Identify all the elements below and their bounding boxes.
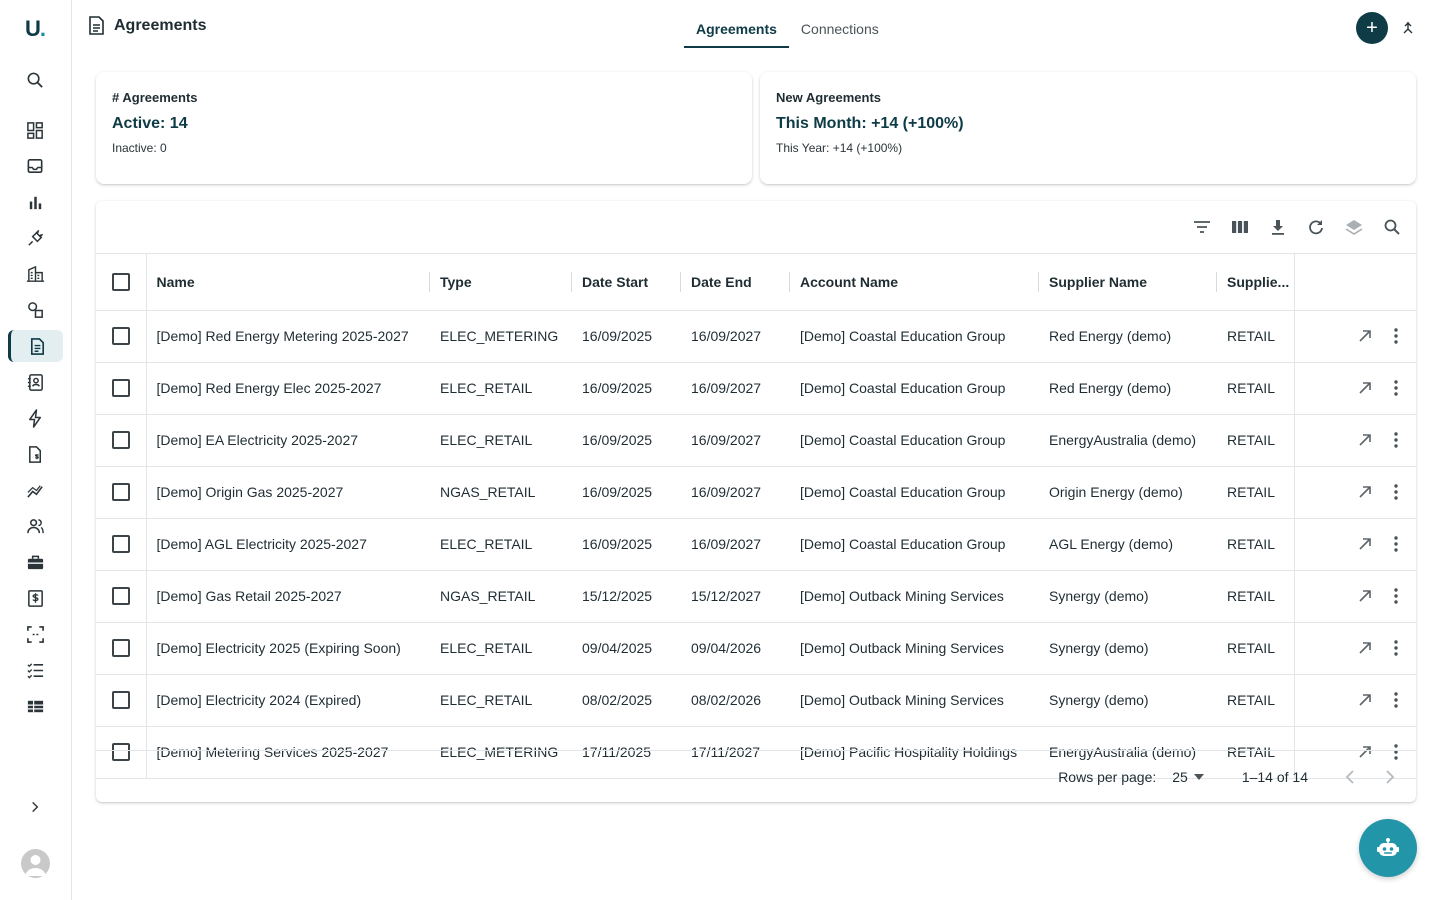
cell-supplier-name: Synergy (demo) (1039, 622, 1217, 674)
search-icon (1384, 219, 1400, 235)
open-record-button[interactable] (1358, 329, 1372, 343)
chevron-right-icon (28, 800, 42, 814)
page-title-text: Agreements (114, 16, 207, 34)
cell-account-name: [Demo] Coastal Education Group (790, 518, 1039, 570)
table-pagination (96, 750, 1416, 802)
table-row[interactable] (96, 414, 1416, 466)
open-external-icon (1358, 433, 1372, 447)
row-menu-button[interactable] (1394, 432, 1398, 448)
pagination-range: 1–14 of 14 (1241, 768, 1308, 785)
shapes-icon (26, 301, 45, 320)
row-select-cell (96, 466, 146, 518)
this-month-count: This Month: +14 (+100%) (776, 115, 964, 132)
app-logo[interactable]: U. (25, 16, 46, 41)
cell-date-start: 09/04/2025 (572, 622, 681, 674)
row-select-cell (96, 674, 146, 726)
cell-date-end: 15/12/2027 (681, 570, 790, 622)
cell-date-start: 16/09/2025 (572, 414, 681, 466)
filter-button[interactable] (1192, 215, 1212, 239)
agreements-table-panel (96, 201, 1416, 802)
cell-account-name: [Demo] Outback Mining Services (790, 674, 1039, 726)
column-header-name[interactable]: Name (146, 254, 430, 310)
sidebar-item-bill[interactable] (8, 438, 63, 470)
inactive-count: Inactive: 0 (112, 141, 167, 155)
new-agreements-card (760, 72, 1416, 184)
cell-supplier-type: RETAIL (1217, 466, 1294, 518)
cell-date-start: 17/11/2025 (572, 726, 681, 778)
open-external-icon (1358, 641, 1372, 655)
cell-type: NGAS_RETAIL (430, 570, 572, 622)
dashboard-icon (26, 121, 45, 140)
more-vert-icon (1394, 588, 1398, 604)
user-avatar[interactable] (21, 849, 50, 878)
assistant-bot-button[interactable] (1359, 819, 1417, 877)
row-actions-cell (1294, 466, 1416, 518)
download-icon (1271, 219, 1285, 235)
cell-date-start: 08/02/2025 (572, 674, 681, 726)
column-header-actions (1294, 254, 1416, 310)
open-external-icon (1358, 381, 1372, 395)
sidebar-item-briefcase[interactable] (8, 546, 63, 578)
checklist-icon (26, 661, 45, 680)
document-icon (88, 16, 105, 35)
column-header-date-end[interactable]: Date End (681, 254, 790, 310)
cell-account-name: [Demo] Pacific Hospitality Holdings (790, 726, 1039, 778)
open-record-button[interactable] (1358, 381, 1372, 395)
briefcase-icon (26, 553, 45, 572)
cell-account-name: [Demo] Coastal Education Group (790, 310, 1039, 362)
agreements-count-card (96, 72, 752, 184)
row-menu-button[interactable] (1394, 588, 1398, 604)
cell-date-start: 16/09/2025 (572, 310, 681, 362)
cell-supplier-name: Red Energy (demo) (1039, 310, 1217, 362)
column-header-account-name[interactable]: Account Name (790, 254, 1039, 310)
column-header-supplier-name[interactable]: Supplier Name (1039, 254, 1217, 310)
cell-type: ELEC_RETAIL (430, 362, 572, 414)
cell-supplier-name: Synergy (demo) (1039, 674, 1217, 726)
bill-icon (26, 445, 45, 464)
cell-type: NGAS_RETAIL (430, 466, 572, 518)
sidebar-item-contacts[interactable] (8, 366, 63, 398)
table-row[interactable] (96, 674, 1416, 726)
cell-name: [Demo] EA Electricity 2025-2027 (146, 414, 430, 466)
row-checkbox[interactable] (112, 639, 130, 657)
column-header-date-start[interactable]: Date Start (572, 254, 681, 310)
page-title (88, 16, 206, 35)
search-table-button[interactable] (1382, 215, 1402, 239)
cell-name: [Demo] Gas Retail 2025-2027 (146, 570, 430, 622)
cell-date-end: 09/04/2026 (681, 622, 790, 674)
table-row[interactable] (96, 310, 1416, 362)
open-record-button[interactable] (1358, 485, 1372, 499)
add-button[interactable]: + (1356, 12, 1388, 44)
columns-icon (1231, 220, 1249, 234)
this-year-count: This Year: +14 (+100%) (776, 141, 903, 155)
search-icon (26, 71, 45, 90)
more-vert-icon (1394, 380, 1398, 396)
row-checkbox[interactable] (112, 483, 130, 501)
open-record-button[interactable] (1358, 589, 1372, 603)
sidebar-item-bolt[interactable] (8, 402, 63, 434)
rows-per-page-select[interactable] (1172, 769, 1204, 785)
open-external-icon (1358, 537, 1372, 551)
chevron-right-icon (1385, 770, 1395, 784)
cell-type: ELEC_RETAIL (430, 518, 572, 570)
select-all-cell (96, 254, 146, 310)
contacts-icon (26, 373, 45, 392)
person-icon (21, 849, 50, 878)
cell-date-end: 16/09/2027 (681, 310, 790, 362)
header-tabs (684, 10, 891, 48)
sidebar-item-search[interactable] (8, 64, 63, 96)
sidebar-item-bar-chart[interactable] (8, 186, 63, 218)
pin-icon (1402, 21, 1414, 35)
row-checkbox[interactable] (112, 587, 130, 605)
cell-supplier-type: RETAIL (1217, 362, 1294, 414)
table-row[interactable] (96, 518, 1416, 570)
open-record-button[interactable] (1358, 641, 1372, 655)
cell-supplier-type: RETAIL (1217, 414, 1294, 466)
row-actions-cell (1294, 362, 1416, 414)
sidebar-item-document[interactable] (8, 330, 63, 362)
row-select-cell (96, 362, 146, 414)
cell-supplier-name: EnergyAustralia (demo) (1039, 414, 1217, 466)
open-external-icon (1358, 485, 1372, 499)
row-checkbox[interactable] (112, 691, 130, 709)
tab-agreements[interactable]: Agreements (684, 10, 789, 48)
open-external-icon (1358, 329, 1372, 343)
cell-date-end: 08/02/2026 (681, 674, 790, 726)
open-record-button[interactable] (1358, 433, 1372, 447)
cell-supplier-name: Synergy (demo) (1039, 570, 1217, 622)
more-vert-icon (1394, 536, 1398, 552)
cell-date-end: 16/09/2027 (681, 414, 790, 466)
card-title: New Agreements (776, 90, 881, 105)
bolt-icon (26, 409, 45, 428)
more-vert-icon (1394, 640, 1398, 656)
cell-date-start: 16/09/2025 (572, 518, 681, 570)
cell-date-end: 16/09/2027 (681, 466, 790, 518)
sidebar (0, 0, 72, 900)
cell-supplier-type: RETAIL (1217, 622, 1294, 674)
cell-supplier-type: RETAIL (1217, 518, 1294, 570)
expand-sidebar-button[interactable] (20, 792, 50, 822)
bar-chart-icon (26, 193, 45, 212)
cell-supplier-type: RETAIL (1217, 726, 1294, 778)
rows-per-page-value: 25 (1172, 768, 1188, 785)
building-icon (26, 265, 45, 284)
open-external-icon (1358, 693, 1372, 707)
open-record-button[interactable] (1358, 693, 1372, 707)
row-menu-button[interactable] (1394, 640, 1398, 656)
table-row[interactable] (96, 362, 1416, 414)
tab-connections[interactable]: Connections (800, 21, 879, 37)
row-checkbox[interactable] (112, 431, 130, 449)
row-select-cell (96, 622, 146, 674)
cell-date-end: 17/11/2027 (681, 726, 790, 778)
table-row[interactable] (96, 622, 1416, 674)
cell-type: ELEC_METERING (430, 310, 572, 362)
more-vert-icon (1394, 328, 1398, 344)
pin-button[interactable] (1399, 19, 1417, 37)
table-toolbar (1192, 215, 1402, 239)
table-icon (26, 697, 45, 716)
row-actions-cell (1294, 570, 1416, 622)
active-count: Active: 14 (112, 115, 188, 132)
cell-supplier-name: Red Energy (demo) (1039, 362, 1217, 414)
sidebar-item-checklist[interactable] (8, 654, 63, 686)
more-vert-icon (1394, 484, 1398, 500)
sidebar-item-building[interactable] (8, 258, 63, 290)
row-checkbox[interactable] (112, 379, 130, 397)
row-actions-cell (1294, 414, 1416, 466)
rows-per-page-label: Rows per page: (1058, 768, 1157, 785)
cell-date-start: 15/12/2025 (572, 570, 681, 622)
cell-supplier-name: EnergyAustralia (demo) (1039, 726, 1217, 778)
sidebar-item-people[interactable] (8, 510, 63, 542)
table-header-row (96, 254, 1416, 310)
row-select-cell (96, 310, 146, 362)
caret-down-icon (1194, 774, 1204, 780)
table-row[interactable] (96, 570, 1416, 622)
sidebar-item-analytics[interactable] (8, 474, 63, 506)
cell-name: [Demo] Electricity 2025 (Expiring Soon) (146, 622, 430, 674)
layers-icon (1345, 219, 1363, 235)
row-menu-button[interactable] (1394, 328, 1398, 344)
agreements-table (96, 254, 1416, 779)
open-record-button[interactable] (1358, 537, 1372, 551)
chevron-left-icon (1345, 770, 1355, 784)
row-actions-cell (1294, 622, 1416, 674)
sidebar-item-invoice[interactable] (8, 582, 63, 614)
columns-button[interactable] (1230, 215, 1250, 239)
cell-supplier-name: AGL Energy (demo) (1039, 518, 1217, 570)
open-external-icon (1358, 589, 1372, 603)
refresh-button[interactable] (1306, 215, 1326, 239)
sidebar-item-shapes[interactable] (8, 294, 63, 326)
cell-date-start: 16/09/2025 (572, 362, 681, 414)
invoice-icon (26, 589, 45, 608)
more-vert-icon (1394, 692, 1398, 708)
cell-account-name: [Demo] Outback Mining Services (790, 622, 1039, 674)
cell-type: ELEC_RETAIL (430, 622, 572, 674)
column-header-supplier-type[interactable]: Supplie... (1217, 254, 1294, 310)
table-row[interactable] (96, 466, 1416, 518)
row-checkbox[interactable] (112, 327, 130, 345)
plug-icon (26, 229, 45, 248)
table-scroll-area[interactable] (96, 253, 1416, 760)
cell-name: [Demo] Electricity 2024 (Expired) (146, 674, 430, 726)
sidebar-item-dashboard[interactable] (8, 114, 63, 146)
row-menu-button[interactable] (1394, 484, 1398, 500)
cell-type: ELEC_RETAIL (430, 674, 572, 726)
select-all-checkbox[interactable] (112, 273, 130, 291)
document-icon (28, 337, 47, 356)
row-menu-button[interactable] (1394, 692, 1398, 708)
scan-icon (26, 625, 45, 644)
row-actions-cell (1294, 310, 1416, 362)
row-actions-cell (1294, 674, 1416, 726)
previous-page-button[interactable] (1342, 769, 1358, 785)
sidebar-item-table[interactable] (8, 690, 63, 722)
layers-button[interactable] (1344, 215, 1364, 239)
people-icon (26, 517, 45, 536)
cell-account-name: [Demo] Coastal Education Group (790, 466, 1039, 518)
cell-name: [Demo] AGL Electricity 2025-2027 (146, 518, 430, 570)
row-menu-button[interactable] (1394, 380, 1398, 396)
refresh-icon (1308, 219, 1324, 235)
card-title: # Agreements (112, 90, 198, 105)
next-page-button[interactable] (1382, 769, 1398, 785)
cell-name: [Demo] Origin Gas 2025-2027 (146, 466, 430, 518)
robot-icon (1376, 837, 1400, 859)
cell-name: [Demo] Red Energy Metering 2025-2027 (146, 310, 430, 362)
inbox-icon (26, 157, 45, 176)
cell-account-name: [Demo] Coastal Education Group (790, 414, 1039, 466)
row-menu-button[interactable] (1394, 536, 1398, 552)
cell-type: ELEC_METERING (430, 726, 572, 778)
row-select-cell (96, 518, 146, 570)
cell-name: [Demo] Metering Services 2025-2027 (146, 726, 430, 778)
cell-account-name: [Demo] Outback Mining Services (790, 570, 1039, 622)
row-actions-cell (1294, 518, 1416, 570)
cell-supplier-name: Origin Energy (demo) (1039, 466, 1217, 518)
cell-type: ELEC_RETAIL (430, 414, 572, 466)
row-select-cell (96, 570, 146, 622)
column-header-type[interactable]: Type (430, 254, 572, 310)
cell-date-end: 16/09/2027 (681, 518, 790, 570)
cell-supplier-type: RETAIL (1217, 674, 1294, 726)
sidebar-item-scan[interactable] (8, 618, 63, 650)
row-select-cell (96, 414, 146, 466)
download-button[interactable] (1268, 215, 1288, 239)
cell-supplier-type: RETAIL (1217, 310, 1294, 362)
sidebar-item-inbox[interactable] (8, 150, 63, 182)
filter-icon (1193, 220, 1211, 234)
cell-supplier-type: RETAIL (1217, 570, 1294, 622)
cell-name: [Demo] Red Energy Elec 2025-2027 (146, 362, 430, 414)
more-vert-icon (1394, 432, 1398, 448)
cell-date-end: 16/09/2027 (681, 362, 790, 414)
sidebar-item-plug[interactable] (8, 222, 63, 254)
row-checkbox[interactable] (112, 535, 130, 553)
cell-account-name: [Demo] Coastal Education Group (790, 362, 1039, 414)
analytics-icon (26, 481, 45, 500)
cell-date-start: 16/09/2025 (572, 466, 681, 518)
